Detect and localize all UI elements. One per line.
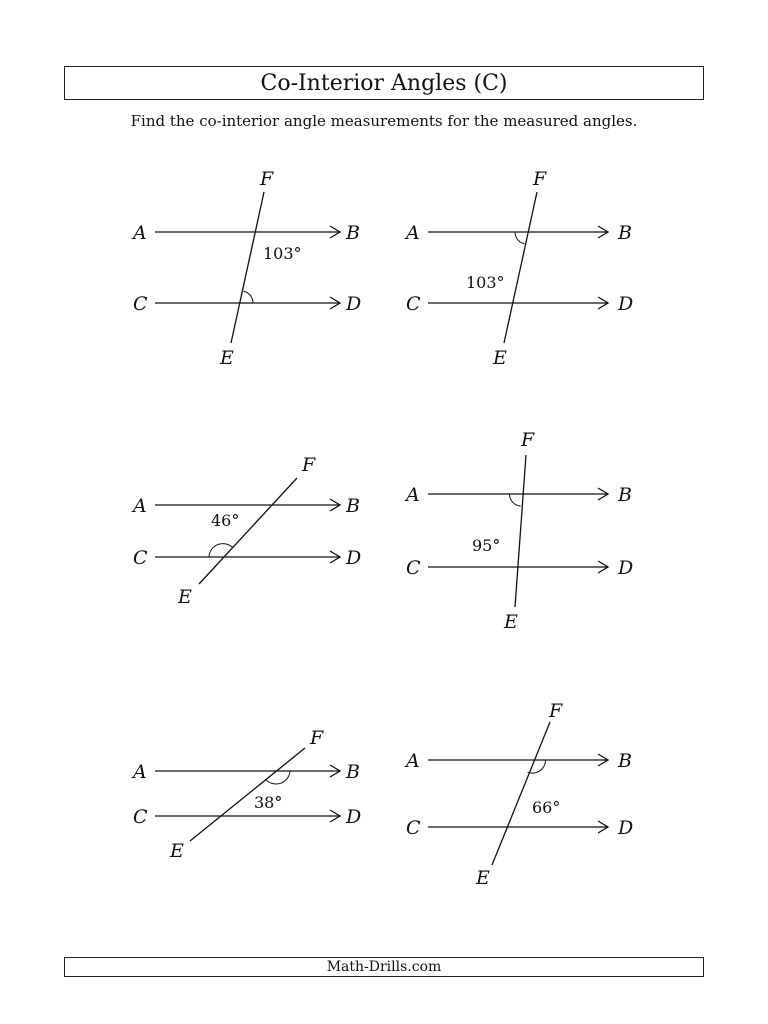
label-d: D	[618, 817, 634, 839]
angle-arc	[509, 494, 520, 506]
label-c: C	[406, 557, 421, 579]
label-d: D	[346, 806, 362, 828]
label-c: C	[133, 806, 148, 828]
label-b: B	[618, 484, 632, 506]
label-b: B	[618, 222, 632, 244]
label-a: A	[133, 761, 147, 783]
footer	[64, 957, 704, 977]
angle-value: 103°	[466, 273, 505, 292]
label-c: C	[133, 547, 148, 569]
label-a: A	[406, 222, 420, 244]
label-d: D	[346, 547, 362, 569]
label-c: C	[406, 817, 421, 839]
angle-value: 103°	[263, 244, 302, 263]
label-e: E	[220, 347, 234, 369]
label-f: F	[260, 168, 274, 190]
label-b: B	[346, 495, 360, 517]
transversal-ef	[231, 192, 264, 343]
problem-3	[131, 454, 361, 608]
label-d: D	[618, 557, 634, 579]
label-f: F	[302, 454, 316, 476]
problem-5	[131, 727, 361, 862]
angle-value: 38°	[254, 793, 283, 812]
label-f: F	[521, 429, 535, 451]
transversal-ef	[190, 748, 305, 841]
label-e: E	[476, 867, 490, 889]
problem-1	[131, 168, 361, 369]
label-e: E	[178, 586, 192, 608]
angle-arc	[244, 291, 254, 303]
label-a: A	[406, 484, 420, 506]
transversal-ef	[492, 722, 550, 865]
label-d: D	[618, 293, 634, 315]
label-e: E	[170, 840, 184, 862]
label-f: F	[310, 727, 324, 749]
label-e: E	[493, 347, 507, 369]
instructions: Find the co-interior angle measurements for the measured angles.	[130, 112, 638, 130]
label-b: B	[346, 761, 360, 783]
angle-value: 66°	[532, 798, 561, 817]
label-f: F	[549, 700, 563, 722]
label-a: A	[133, 222, 147, 244]
label-f: F	[533, 168, 547, 190]
problem-4	[404, 429, 633, 633]
transversal-ef	[515, 455, 526, 607]
problem-2	[404, 168, 633, 369]
transversal-ef	[504, 192, 537, 343]
label-d: D	[346, 293, 362, 315]
label-a: A	[406, 750, 420, 772]
label-b: B	[618, 750, 632, 772]
label-a: A	[133, 495, 147, 517]
problem-6	[404, 700, 633, 889]
title-text: Co-Interior Angles (C)	[260, 70, 508, 96]
label-e: E	[504, 611, 518, 633]
label-b: B	[346, 222, 360, 244]
angle-value: 46°	[211, 511, 240, 530]
label-c: C	[133, 293, 148, 315]
transversal-ef	[199, 478, 297, 584]
label-c: C	[406, 293, 421, 315]
angle-value: 95°	[472, 536, 501, 555]
angle-arc	[209, 544, 233, 557]
angle-arc	[515, 232, 524, 244]
footer-text: Math-Drills.com	[326, 959, 442, 975]
